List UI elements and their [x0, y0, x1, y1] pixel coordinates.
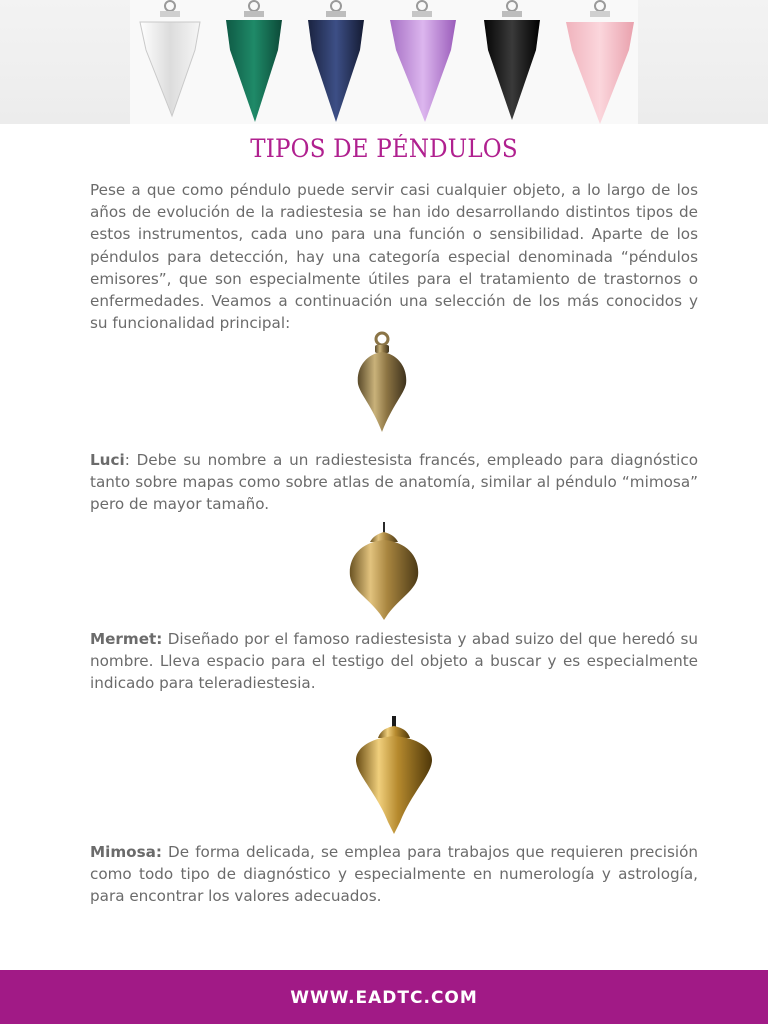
crystal-pendulums-banner [0, 0, 768, 124]
footer-bar [0, 970, 768, 1024]
mimosa-text: De forma delicada, se emplea para trabajos que requieren precisión como todo tipo de diagnóstico y especialmente en numerología y astrología, para encontrar los valores adecuados. [90, 843, 698, 906]
crystal-pendulums-illustration [0, 0, 768, 124]
intro-paragraph: Pese a que como péndulo puede servir casi cualquier objeto, a lo largo de los años de evolución de la radiestesia se han ido desarrollando distintos tipos de estos instrumentos, cada uno para una función o sensibilidad. Aparte de los péndulos para detección, hay una categoría especial denominada “péndulos emisores”, que son especialmente útiles para el tratamiento de trastornos o enfermedades. Veamos a continuación una selección de los más conocidos y su funcionalidad principal: [90, 181, 698, 333]
mermet-description [90, 628, 698, 695]
page-title: TIPOS DE PÉNDULOS [250, 134, 518, 163]
luci-name: Luci [90, 451, 125, 469]
luci-pendulum-image [352, 330, 412, 434]
mimosa-description [90, 841, 698, 908]
mimosa-pendulum-image [352, 714, 436, 836]
mimosa-name: Mimosa: [90, 843, 162, 861]
mermet-pendulum-image [346, 520, 422, 622]
mermet-text: Diseñado por el famoso radiestesista y abad suizo del que heredó su nombre. Lleva espacio para el testigo del objeto a buscar y es especialmente indicado para teleradiestesia. [90, 630, 698, 693]
website-link[interactable]: WWW.EADTC.COM [290, 988, 478, 1008]
mermet-name: Mermet: [90, 630, 163, 648]
luci-text: : Debe su nombre a un radiestesista francés, empleado para diagnóstico tanto sobre mapas como sobre atlas de anatomía, similar al péndulo “mimosa” pero de mayor tamaño. [90, 451, 698, 514]
luci-description [90, 449, 698, 516]
